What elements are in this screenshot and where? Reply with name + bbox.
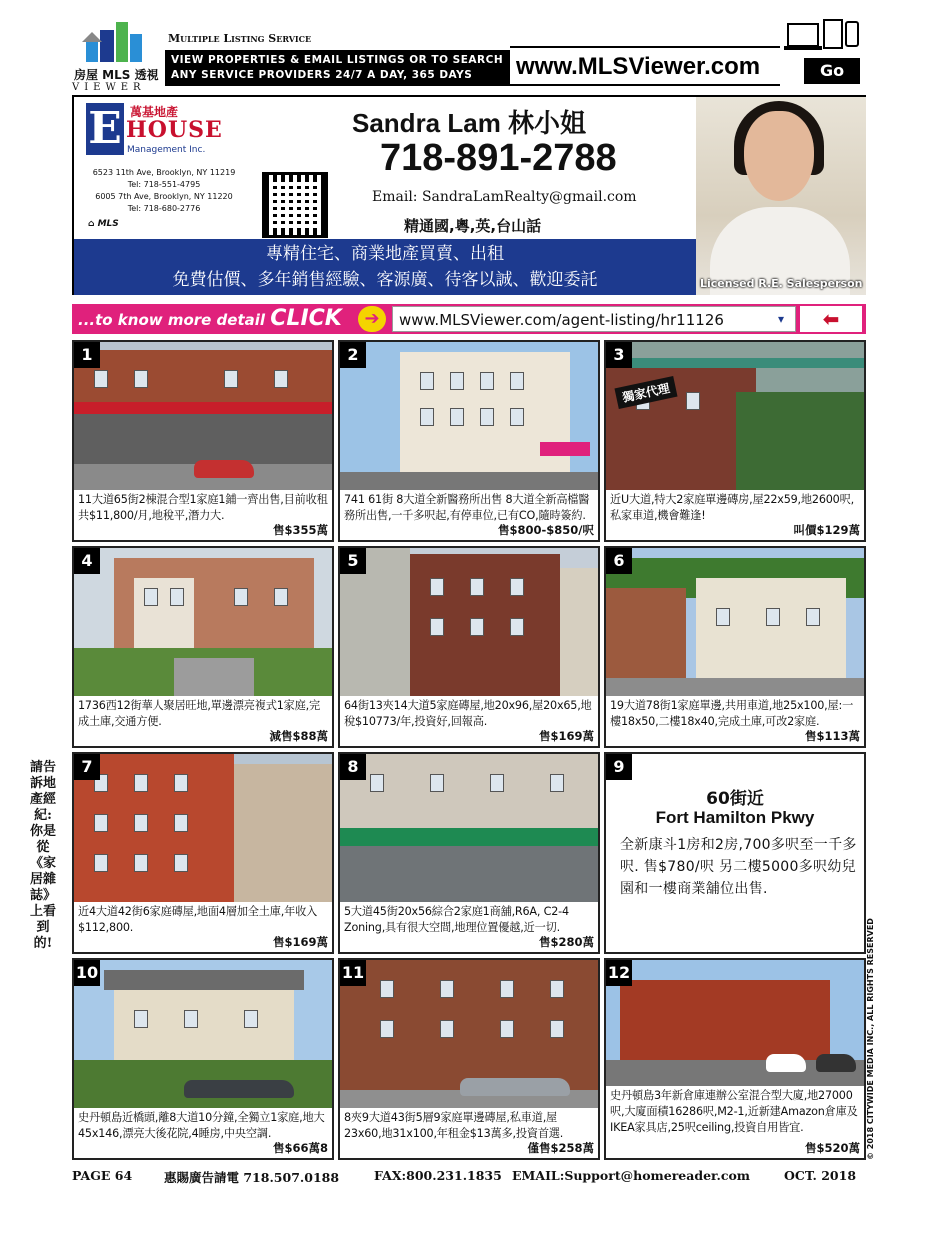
issue-date: OCT. 2018 xyxy=(784,1168,857,1183)
listing-photo xyxy=(74,342,332,490)
equal-housing-icon: ⌂ xyxy=(88,219,98,229)
agency-addresses xyxy=(88,167,240,215)
listing-price: 減售$88萬 xyxy=(265,728,328,744)
listing-card[interactable] xyxy=(72,958,334,1160)
listing-photo xyxy=(74,548,332,696)
side-reader-note: 請告訴地產經紀:你是從《家居雜誌》上看到的! xyxy=(30,760,57,951)
agency-chinese-name: 萬基地產 xyxy=(130,105,179,119)
mls-viewer-logo[interactable] xyxy=(70,20,160,92)
listing-card[interactable] xyxy=(72,752,334,954)
listing-price: 售$169萬 xyxy=(269,934,328,950)
listing-photo xyxy=(606,548,864,696)
copyright-text: © 2018 CITYWIDE MEDIA INC., ALL RIGHTS RESERVED xyxy=(866,918,875,1160)
listing-price: 售$355萬 xyxy=(269,522,328,538)
listing-photo xyxy=(606,960,864,1086)
listing-number: 5 xyxy=(340,548,366,574)
listing-photo xyxy=(340,342,598,490)
address-1: 6523 11th Ave, Brooklyn, NY 11219 xyxy=(92,168,236,177)
listing-card[interactable] xyxy=(72,340,334,542)
listing-description: 近U大道,特大2家庭單邊磚房,屋22x59,地2600呎,私家車道,機會難逢! xyxy=(610,493,854,522)
listing-number: 10 xyxy=(74,960,100,986)
listing-photo xyxy=(74,960,332,1108)
listing-description: 史丹頓島近橋頭,離8大道10分鐘,全獨立1家庭,地大45x146,漂亮大後花院,4睡房,中央空調. xyxy=(78,1111,325,1140)
listing-price: 售$169萬 xyxy=(535,728,594,744)
banner-line-1: 專精住宅、商業地產買賣、出租 xyxy=(266,244,504,264)
listing-number: 9 xyxy=(606,754,632,780)
listing-photo xyxy=(340,754,598,902)
buildings-logo-icon xyxy=(82,20,146,68)
devices-icon xyxy=(784,18,864,58)
listing-price: 叫價$129萬 xyxy=(789,522,860,538)
listing-photo xyxy=(340,960,598,1108)
page-footer xyxy=(72,1168,866,1190)
ehouse-logo-letter: E xyxy=(86,103,124,155)
agent-languages: 精通國,粵,英,台山話 xyxy=(404,217,542,235)
listing-number: 8 xyxy=(340,754,366,780)
mls-tagline xyxy=(165,50,510,86)
listing-price: 售$520萬 xyxy=(801,1140,860,1156)
fax-number: FAX:800.231.1835 xyxy=(374,1168,502,1183)
listing-description: 64街13夾14大道5家庭磚屋,地20x96,屋20x65,地稅$10773/年,投資好,回報高. xyxy=(344,699,592,728)
agency-name: HOUSE xyxy=(126,117,223,143)
agent-phone[interactable]: 718-891-2788 xyxy=(380,137,617,179)
ehouse-logo xyxy=(86,103,236,163)
mls-url-link[interactable]: www.MLSViewer.com xyxy=(510,46,780,86)
logo-chinese-text: 房屋 MLS 透視 xyxy=(74,68,159,82)
listing-number: 6 xyxy=(606,548,632,574)
tagline-line-2: ANY SERVICE PROVIDERS 24/7 A DAY, 365 DAYS xyxy=(171,69,473,81)
listing-card-text-only[interactable] xyxy=(604,752,866,954)
listing-number: 12 xyxy=(606,960,632,986)
agent-ad xyxy=(72,95,866,295)
realtor-badges xyxy=(88,219,119,229)
license-label: Licensed R.E. Salesperson xyxy=(700,277,863,290)
detail-bar xyxy=(72,304,866,334)
qr-code[interactable] xyxy=(262,172,328,238)
listing9-street: Fort Hamilton Pkwy xyxy=(655,808,815,827)
listing-description: 史丹頓島3年新倉庫連辦公室混合型大廈,地27000呎,大廈面積16286呎,M2-1,近新建Amazon倉庫及IKEA家具店,25呎ceiling,投資自用皆宜. xyxy=(610,1089,858,1134)
listing-description: 1736西12街華人聚居旺地,單邊漂亮複式1家庭,完成土庫,交通方便. xyxy=(78,699,320,728)
listing-number: 7 xyxy=(74,754,100,780)
listing-price: 售$66萬8 xyxy=(269,1140,328,1156)
arrow-right-icon[interactable]: ➔ xyxy=(358,306,386,332)
listing-description: 近4大道42街6家庭磚屋,地面4層加全土庫,年收入$112,800. xyxy=(78,905,318,934)
devices-go-graphic[interactable] xyxy=(784,18,864,90)
page-number: PAGE 64 xyxy=(72,1168,133,1183)
listing-photo xyxy=(340,548,598,696)
listing-price: 售$800-$850/呎 xyxy=(494,522,594,538)
listing-card[interactable] xyxy=(338,546,600,748)
listing9-title: 60街近 xyxy=(706,789,764,809)
listing-card[interactable] xyxy=(604,340,866,542)
back-arrow-icon[interactable]: ⬅ xyxy=(800,306,862,332)
agency-subtitle: Realty & Management Inc. xyxy=(86,145,206,155)
listing-number: 3 xyxy=(606,342,632,368)
agent-listing-url[interactable]: www.MLSViewer.com/agent-listing/hr11126 xyxy=(392,306,796,332)
click-label[interactable]: CLICK xyxy=(270,306,342,331)
listing-card[interactable] xyxy=(338,958,600,1160)
listing-description: 5大道45街20x56綜合2家庭1商舖,R6A, C2-4 Zoning,具有很大空間,地理位置優越,近一切. xyxy=(344,905,569,934)
listing-price: 僅售$258萬 xyxy=(523,1140,594,1156)
listing9-description: 全新康斗1房和2房,700多呎至一千多呎. 售$780/呎 另二樓5000多呎幼兒園和一樓商業舖位出售. xyxy=(620,837,857,897)
listing-card[interactable] xyxy=(72,546,334,748)
listing-number: 4 xyxy=(74,548,100,574)
photo-face xyxy=(744,111,814,201)
banner-line-2: 免費估價、多年銷售經驗、客源廣、待客以誠、歡迎委託 xyxy=(172,270,598,290)
listing-photo xyxy=(74,754,332,902)
address-2: 6005 7th Ave, Brooklyn, NY 11220 xyxy=(95,192,233,201)
support-email[interactable]: EMAIL:Support@homereader.com xyxy=(512,1168,751,1183)
listing-description: 11大道65街2棟混合型1家庭1鋪一齊出售,目前收租共$11,800/月,地稅平,潛力大. xyxy=(78,493,328,522)
go-button[interactable]: Go xyxy=(804,58,860,84)
qr-pattern xyxy=(269,179,321,231)
listing-price: 售$113萬 xyxy=(801,728,860,744)
listing-card[interactable] xyxy=(338,752,600,954)
agent-email[interactable]: Email: SandraLamRealty@gmail.com xyxy=(372,189,637,205)
agent-photo xyxy=(696,97,866,295)
agent-name: Sandra Lam 林小姐 xyxy=(352,108,587,138)
tel-2: Tel: 718-680-2776 xyxy=(127,204,201,213)
listing-card[interactable] xyxy=(604,958,866,1160)
exclusive-badge: 獨家代理 xyxy=(614,376,677,409)
services-banner xyxy=(74,239,696,295)
listing-price: 售$280萬 xyxy=(535,934,594,950)
listing-number: 1 xyxy=(74,342,100,368)
tel-1: Tel: 718-551-4795 xyxy=(127,180,201,189)
listing-number: 11 xyxy=(340,960,366,986)
listing-description: 741 61街 8大道全新醫務所出售 8大道全新高檔醫務所出售,一千多呎起,有停車位,已有CO,隨時簽約. xyxy=(344,493,590,522)
listing-description: 8夾9大道43街5層9家庭單邊磚屋,私車道,屋23x60,地31x100,年租金$13萬多,投資首選. xyxy=(344,1111,564,1140)
chevron-down-icon[interactable]: ▾ xyxy=(777,312,785,326)
ads-phone: 惠賜廣告請電 718.507.0188 xyxy=(164,1170,340,1185)
listing-card[interactable] xyxy=(604,546,866,748)
detail-prefix xyxy=(72,304,354,334)
listing-photo xyxy=(606,342,864,490)
listing-number: 2 xyxy=(340,342,366,368)
logo-viewer-text: VIEWER xyxy=(72,82,146,93)
listing-card[interactable] xyxy=(338,340,600,542)
detail-prefix-text: ...to know more detail xyxy=(78,311,266,329)
listing-description: 19大道78街1家庭單邊,共用車道,地25x100,屋:一樓18x50,二樓18x40,完成土庫,可改2家庭. xyxy=(610,699,854,728)
mls-title: Multiple Listing Service xyxy=(168,32,312,45)
copyright-vertical xyxy=(866,920,886,1160)
mls-badge: MLS xyxy=(97,219,119,229)
tagline-line-1: VIEW PROPERTIES & EMAIL LISTINGS OR TO SEARCH xyxy=(171,54,504,66)
